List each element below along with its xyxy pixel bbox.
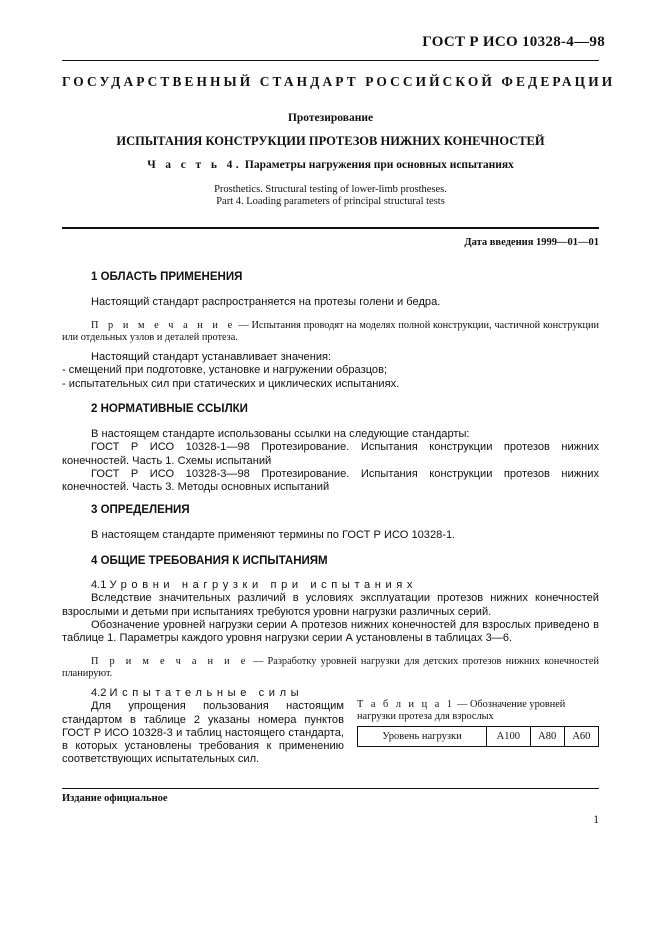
english-title-line-1: Prosthetics. Structural testing of lower-limb prostheses.	[214, 184, 447, 195]
subsection-4-1-title	[62, 579, 599, 592]
edition-label: Издание официальное	[62, 793, 168, 804]
part-title	[62, 159, 599, 171]
note-text: — Разработку уровней нагрузки для детских протезов нижних конечностей планируют.	[62, 656, 599, 680]
section-4-note	[62, 656, 599, 680]
document-title: ИСПЫТАНИЯ КОНСТРУКЦИИ ПРОТЕЗОВ НИЖНИХ КОНЕЧНОСТЕЙ	[116, 134, 545, 148]
subsection-4-2-title	[62, 687, 344, 700]
part-label: Ч а с т ь 4.	[147, 159, 243, 171]
table-1-caption	[357, 699, 599, 723]
paragraph: В настоящем стандарте использованы ссылки на следующие стандарты:	[91, 428, 470, 440]
table-row	[358, 727, 599, 747]
standard-header: ГОСУДАРСТВЕННЫЙ СТАНДАРТ РОССИЙСКОЙ ФЕДЕРАЦИИ	[62, 74, 616, 89]
section-4-2-body	[62, 687, 344, 767]
subsection-title: Уровни нагрузки при испытаниях	[109, 579, 418, 591]
table-row-label: Уровень нагрузки	[358, 727, 487, 747]
english-title	[62, 184, 599, 208]
page-number: 1	[593, 814, 599, 826]
paragraph: Обозначение уровней нагрузки серии А протезов нижних конечностей для взрослых приведено в таблице 1. Параметры каждого уровня нагрузки серии А установлены в таблицах 3—6.	[62, 618, 599, 645]
note-text: — Испытания проводят на моделях полной конструкции, частичной конструкции или отдельных узлов и деталей протеза.	[62, 320, 599, 344]
section-4-heading: 4 ОБЩИЕ ТРЕБОВАНИЯ К ИСПЫТАНИЯМ	[91, 555, 328, 567]
section-1-list	[62, 351, 599, 391]
list-item: - смещений при подготовке, установке и нагружении образцов;	[62, 364, 388, 377]
table-cell: A80	[530, 727, 564, 747]
section-1-paragraph	[62, 296, 599, 309]
paragraph: Настоящий стандарт распространяется на протезы голени и бедра.	[91, 296, 441, 308]
note-label: П р и м е ч а н и е	[91, 320, 236, 331]
section-3-heading: 3 ОПРЕДЕЛЕНИЯ	[91, 504, 190, 516]
introduction-date: Дата введения 1999—01—01	[464, 237, 599, 248]
paragraph: Для упрощения пользования настоящим стандартом в таблице 2 указаны номера пунктов ГОСТ Р ИСО 10328-3 и таблиц настоящего стандарта, в которых установлены требования к применению соответствующих испытательных сил.	[62, 700, 344, 766]
subsection-number: 4.2	[91, 687, 110, 699]
table-label: Т а б л и ц а 1	[357, 699, 455, 710]
section-1-heading: 1 ОБЛАСТЬ ПРИМЕНЕНИЯ	[91, 271, 243, 283]
part-title-text: Параметры нагружения при основных испытаниях	[244, 159, 514, 171]
topic-title: Протезирование	[287, 112, 374, 124]
paragraph: В настоящем стандарте применяют термины по ГОСТ Р ИСО 10328-1.	[91, 529, 456, 541]
section-2-heading: 2 НОРМАТИВНЫЕ ССЫЛКИ	[91, 403, 248, 415]
reference-item: ГОСТ Р ИСО 10328-1—98 Протезирование. Испытания конструкции протезов нижних конечностей. Часть 1. Схемы испытаний	[62, 441, 599, 467]
paragraph: Вследствие значительных различий в условиях эксплуатации протезов нижних конечностей взрослыми и детьми при испытаниях требуются уровни нагрузки различных серий.	[62, 592, 599, 618]
table-caption-text: — Обозначение уровней нагрузки протеза для взрослых	[357, 699, 566, 722]
table-cell: A100	[487, 727, 531, 747]
section-2-body	[62, 428, 599, 494]
section-1-note	[62, 320, 599, 344]
footer-divider	[62, 788, 599, 789]
title-divider	[62, 227, 599, 229]
english-title-line-2: Part 4. Loading parameters of principal structural tests	[216, 196, 445, 207]
note-label: П р и м е ч а н и е	[91, 656, 249, 667]
section-4-1-body	[62, 579, 599, 645]
subsection-number: 4.1	[91, 579, 110, 591]
section-3-body	[62, 529, 599, 542]
table-1	[357, 726, 599, 747]
paragraph: Настоящий стандарт устанавливает значения:	[91, 351, 332, 363]
reference-item: ГОСТ Р ИСО 10328-3—98 Протезирование. Испытания конструкции протезов нижних конечностей. Часть 3. Методы основных испытаний	[62, 467, 599, 494]
list-item: - испытательных сил при статических и циклических испытаниях.	[62, 377, 400, 390]
table-cell: A60	[564, 727, 598, 747]
document-code: ГОСТ Р ИСО 10328-4—98	[422, 34, 605, 50]
subsection-title: Испытательные силы	[109, 687, 304, 699]
top-divider	[62, 60, 599, 61]
